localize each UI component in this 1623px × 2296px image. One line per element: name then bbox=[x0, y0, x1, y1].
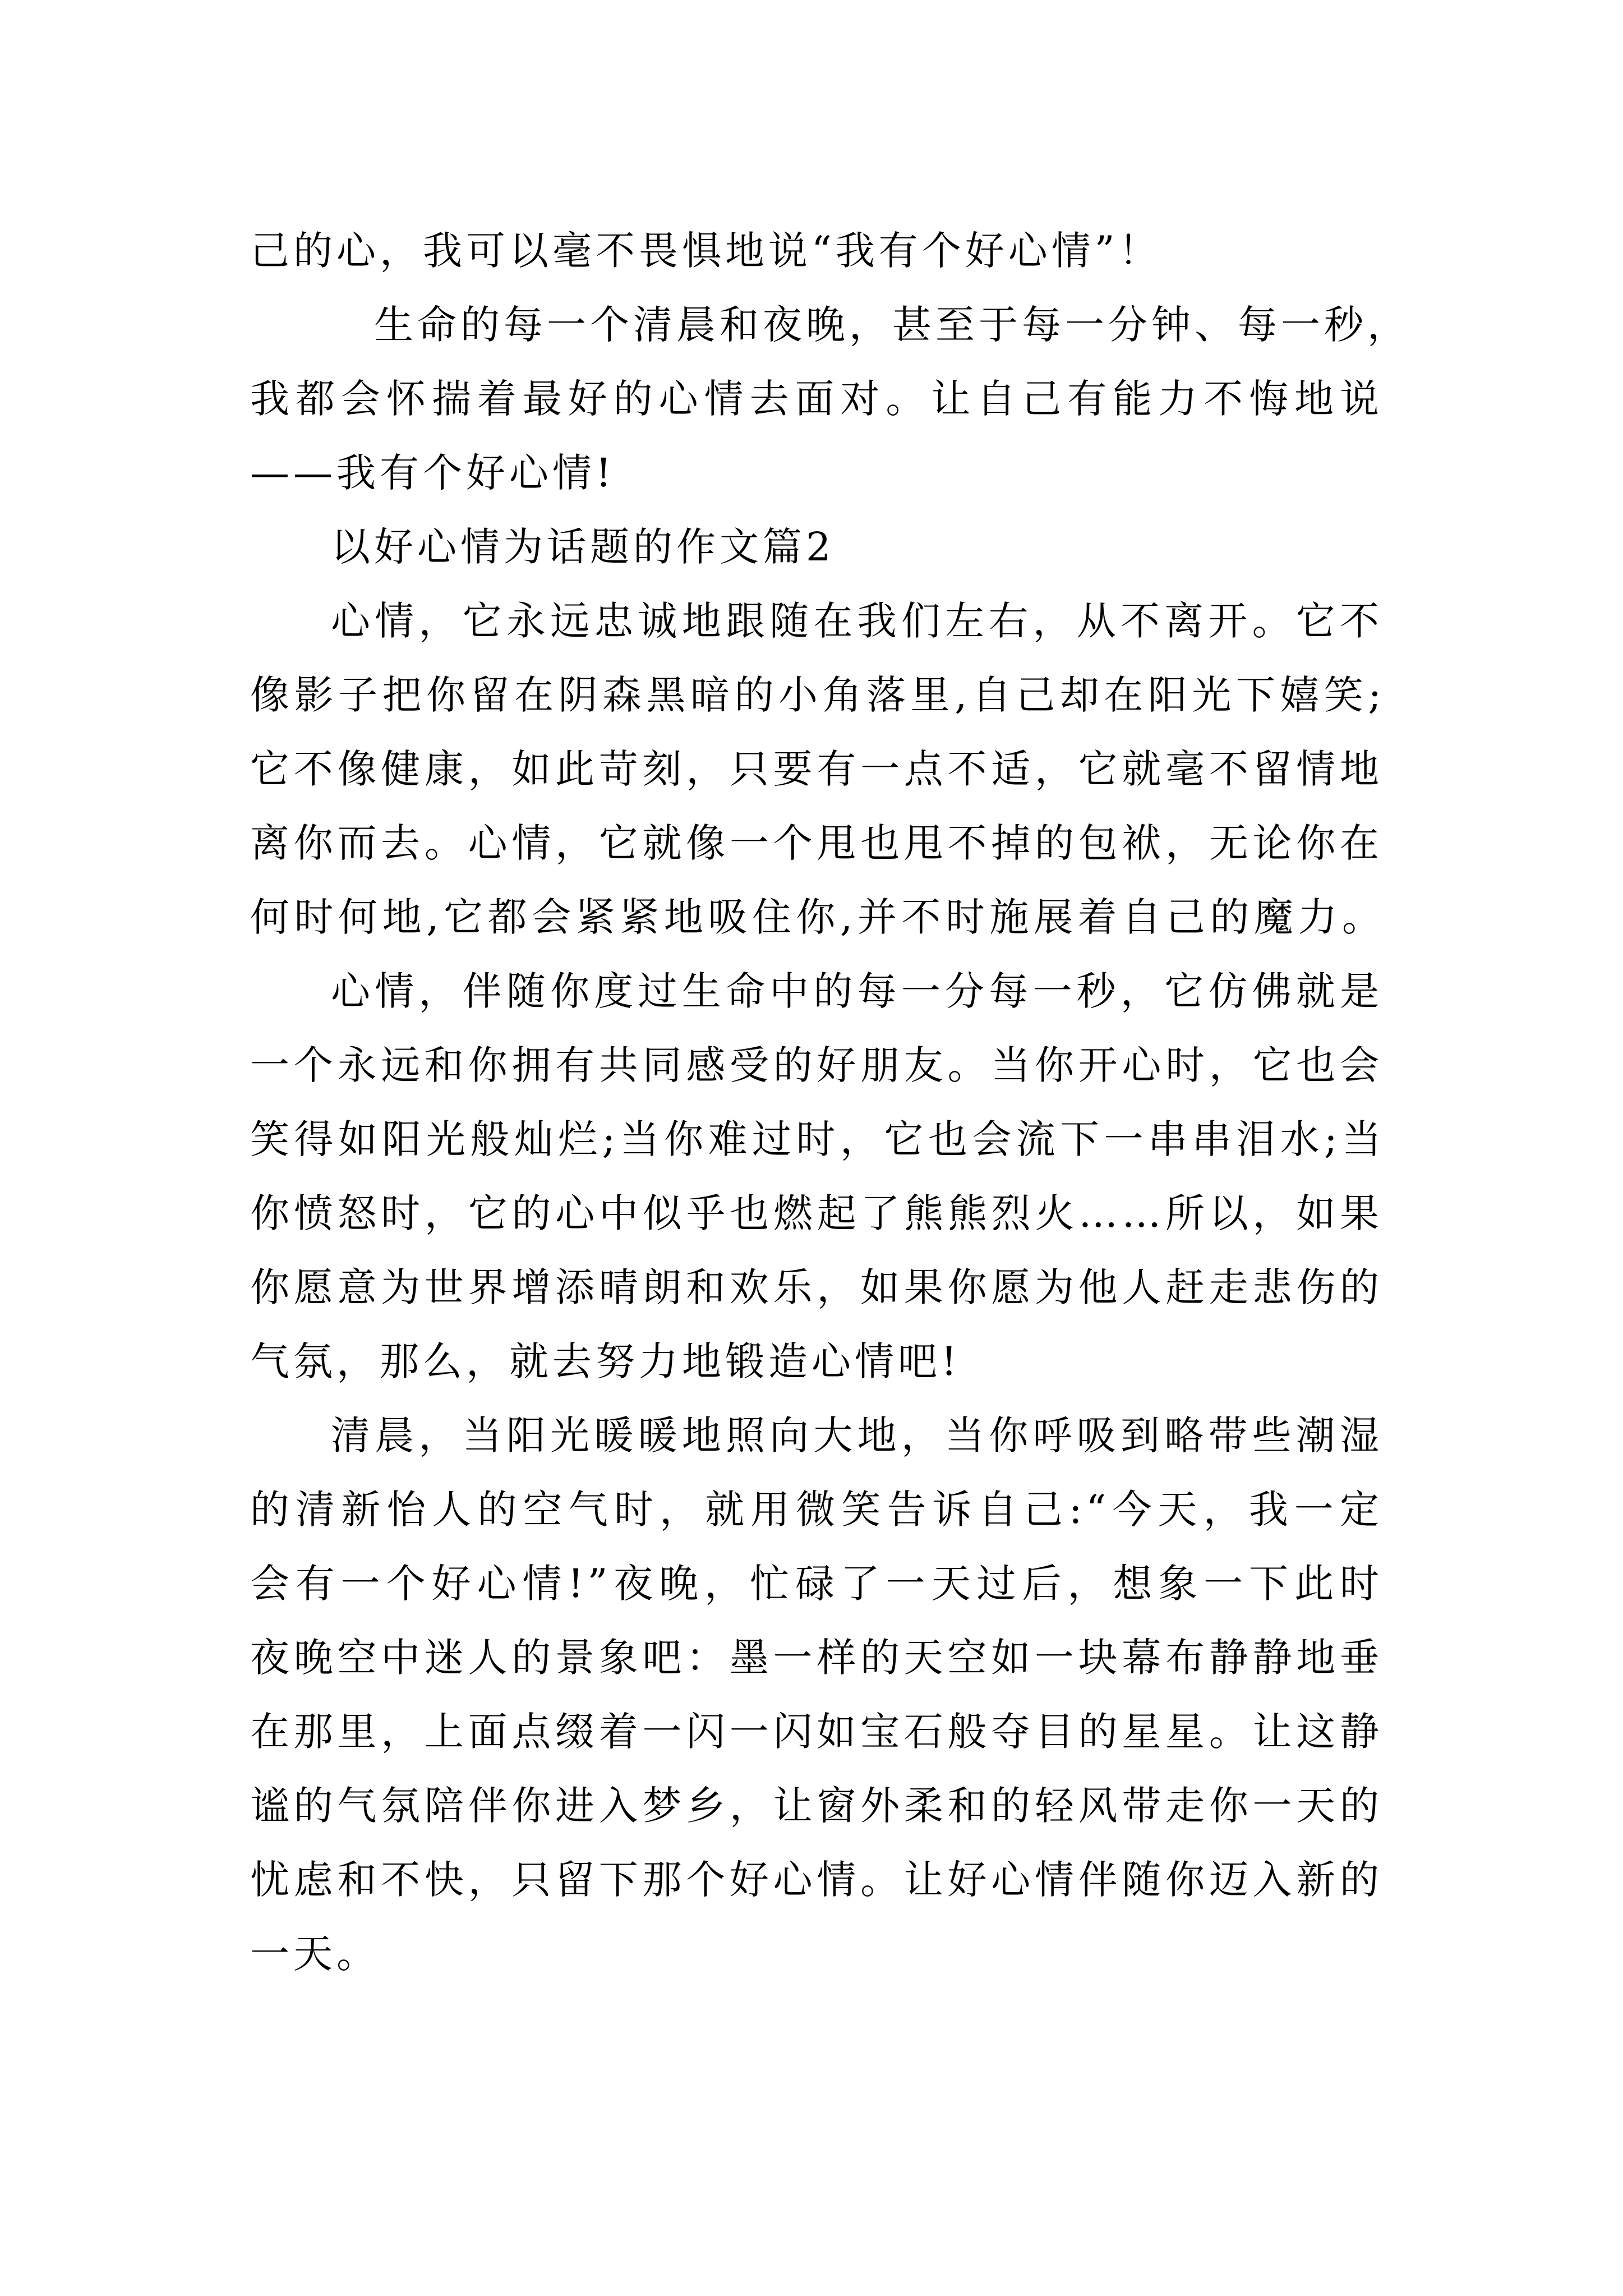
paragraph-first-line: 清晨，当阳光暖暖地照向大地，当你呼吸到略带些潮湿 bbox=[331, 1412, 1383, 1458]
text-line: 忧虑和不快，只留下那个好心情。让好心情伴随你迈入新的 bbox=[250, 1857, 1383, 1903]
text-line: 离你而去。心情，它就像一个甩也甩不掉的包袱，无论你在 bbox=[250, 820, 1383, 866]
text-line: 会有一个好心情!”夜晚，忙碌了一天过后，想象一下此时 bbox=[250, 1561, 1383, 1607]
text-line: 你愿意为世界增添晴朗和欢乐，如果你愿为他人赶走悲伤的 bbox=[250, 1264, 1383, 1310]
paragraph-first-line: 生命的每一个清晨和夜晚，甚至于每一分钟、每一秒， bbox=[331, 302, 1410, 348]
text-line: 何时何地,它都会紧紧地吸住你,并不时施展着自己的魔力。 bbox=[250, 894, 1383, 940]
text-line: 夜晚空中迷人的景象吧：墨一样的天空如一块幕布静静地垂 bbox=[250, 1635, 1383, 1681]
paragraph-first-line: 心情，它永远忠诚地跟随在我们左右，从不离开。它不 bbox=[331, 598, 1383, 644]
text-line: 一天。 bbox=[250, 1931, 380, 1977]
section-title: 以好心情为话题的作文篇2 bbox=[331, 524, 835, 570]
text-line: 的清新怡人的空气时，就用微笑告诉自己:“今天，我一定 bbox=[250, 1487, 1383, 1533]
text-line: 谧的气氛陪伴你进入梦乡，让窗外柔和的轻风带走你一天的 bbox=[250, 1783, 1383, 1829]
paragraph-first-line: 心情，伴随你度过生命中的每一分每一秒，它仿佛就是 bbox=[331, 968, 1383, 1014]
text-line: 我都会怀揣着最好的心情去面对。让自己有能力不悔地说 bbox=[250, 376, 1383, 422]
text-line: 气氛，那么，就去努力地锻造心情吧! bbox=[250, 1338, 961, 1384]
text-line: 一个永远和你拥有共同感受的好朋友。当你开心时，它也会 bbox=[250, 1042, 1383, 1088]
text-line: 在那里，上面点缀着一闪一闪如宝石般夺目的星星。让这静 bbox=[250, 1709, 1383, 1755]
text-line: 己的心，我可以毫不畏惧地说“我有个好心情”！ bbox=[250, 228, 1162, 274]
text-line: 它不像健康，如此苛刻，只要有一点不适，它就毫不留情地 bbox=[250, 746, 1383, 792]
text-line: 笑得如阳光般灿烂;当你难过时，它也会流下一串串泪水;当 bbox=[250, 1116, 1383, 1162]
text-line: 你愤怒时，它的心中似乎也燃起了熊熊烈火……所以，如果 bbox=[250, 1190, 1383, 1236]
text-line: ——我有个好心情! bbox=[250, 450, 616, 496]
text-line: 像影子把你留在阴森黑暗的小角落里,自己却在阳光下嬉笑; bbox=[250, 672, 1383, 718]
